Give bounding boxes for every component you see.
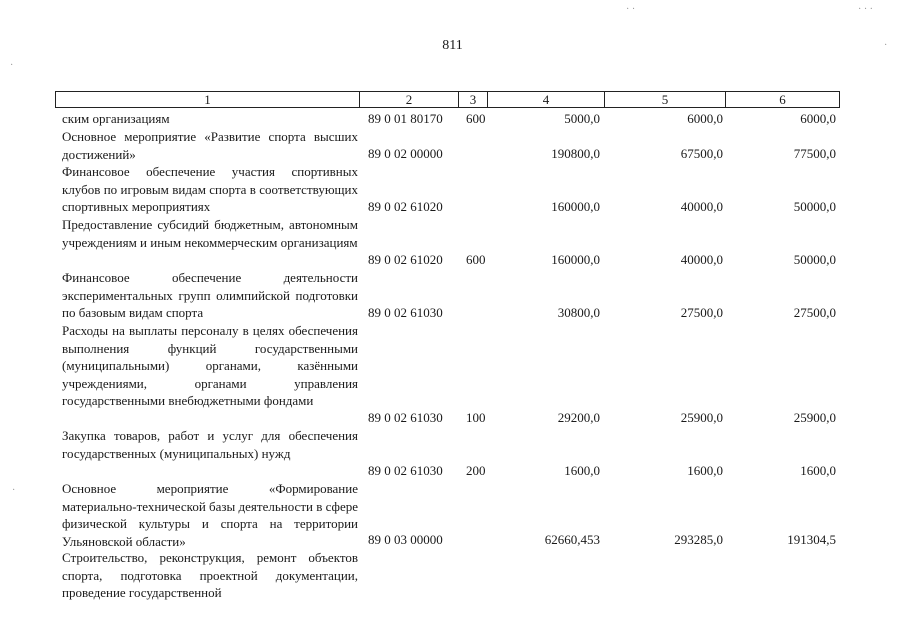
row-code: 89 0 02 61030 [368, 463, 443, 478]
row-description: Финансовое обеспечение деятельности экспериментальных групп олимпийской подготовки по базовым видам спорта [62, 270, 358, 320]
row-value-col6: 50000,0 [793, 199, 836, 214]
row-value-col5: 67500,0 [680, 146, 723, 161]
scan-mark: · [884, 40, 888, 51]
row-value-col6: 1600,0 [800, 463, 836, 478]
row-description: Предоставление субсидий бюджетным, автономным учреждениям и иным некоммерческим организациям [62, 217, 358, 250]
row-description: Основное мероприятие «Формирование материально-технической базы деятельности в сфере физической культуры и спорта на территории Ульяновской области» [62, 481, 358, 549]
header-col-5: 5 [604, 91, 726, 108]
page-number: 811 [442, 38, 463, 53]
row-value-col5: 293285,0 [674, 532, 723, 547]
row-code: 89 0 02 00000 [368, 146, 443, 161]
row-description: ским организациям [62, 111, 170, 126]
row-value-col5: 25900,0 [680, 410, 723, 425]
row-code: 89 0 02 61020 [368, 252, 443, 267]
row-value-col6: 50000,0 [793, 252, 836, 267]
row-value-col4: 30800,0 [557, 305, 600, 320]
row-value-col4: 1600,0 [564, 463, 600, 478]
row-expense-type: 200 [466, 463, 486, 478]
row-value-col6: 6000,0 [800, 111, 836, 126]
row-description: Финансовое обеспечение участия спортивных клубов по игровым видам спорта в соответствующих спортивных мероприятиях [62, 164, 358, 214]
row-value-col5: 1600,0 [687, 463, 723, 478]
row-value-col4: 62660,453 [544, 532, 600, 547]
row-value-col6: 191304,5 [787, 532, 836, 547]
row-description: Строительство, реконструкция, ремонт объектов спорта, подготовка проектной документации, проведение государственной [62, 550, 358, 600]
row-value-col4: 5000,0 [564, 111, 600, 126]
row-code: 89 0 03 00000 [368, 532, 443, 547]
row-expense-type: 600 [466, 252, 486, 267]
row-value-col5: 40000,0 [680, 252, 723, 267]
row-value-col6: 27500,0 [793, 305, 836, 320]
header-col-1: 1 [55, 91, 360, 108]
row-value-col4: 190800,0 [551, 146, 600, 161]
row-expense-type: 100 [466, 410, 486, 425]
header-col-6: 6 [725, 91, 840, 108]
scan-mark: · [12, 485, 16, 496]
row-code: 89 0 02 61030 [368, 410, 443, 425]
row-value-col4: 160000,0 [551, 252, 600, 267]
row-value-col4: 160000,0 [551, 199, 600, 214]
header-col-3: 3 [458, 91, 488, 108]
scan-mark: · · · [858, 4, 873, 15]
header-col-4: 4 [487, 91, 605, 108]
row-value-col5: 6000,0 [687, 111, 723, 126]
row-value-col6: 77500,0 [793, 146, 836, 161]
row-code: 89 0 01 80170 [368, 111, 443, 126]
row-value-col6: 25900,0 [793, 410, 836, 425]
row-description: Закупка товаров, работ и услуг для обеспечения государственных (муниципальных) нужд [62, 428, 358, 461]
row-value-col4: 29200,0 [557, 410, 600, 425]
row-code: 89 0 02 61030 [368, 305, 443, 320]
row-value-col5: 27500,0 [680, 305, 723, 320]
scan-mark: · · [626, 4, 636, 15]
row-code: 89 0 02 61020 [368, 199, 443, 214]
scan-mark: · [10, 60, 14, 71]
row-value-col5: 40000,0 [680, 199, 723, 214]
row-description: Расходы на выплаты персоналу в целях обеспечения выполнения функций государственными (муниципальными) органами, казёнными учреждениями, органами управления государственными внебюджетными фондами [62, 323, 358, 408]
row-description: Основное мероприятие «Развитие спорта высших достижений» [62, 129, 358, 162]
header-col-2: 2 [359, 91, 459, 108]
row-expense-type: 600 [466, 111, 486, 126]
